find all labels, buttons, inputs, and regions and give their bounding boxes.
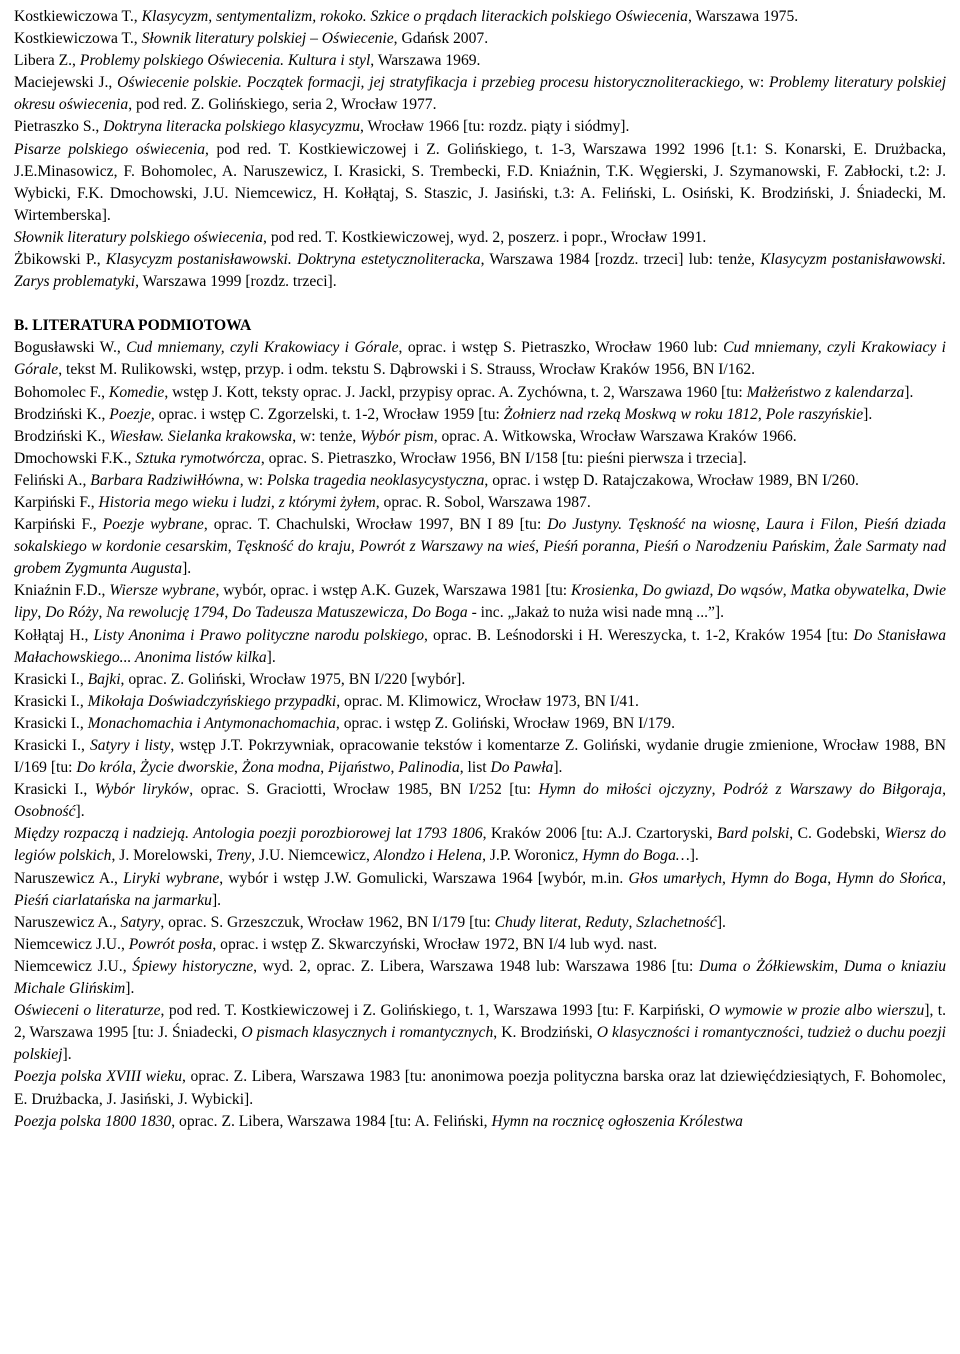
entry-title-text: Do Pawła xyxy=(490,759,554,777)
entry-title-text: Monachomachia i Antymonachomachia xyxy=(87,714,336,732)
entry-text: , xyxy=(132,759,141,777)
entry-title-text: O pismach klasycznych i romantycznych xyxy=(241,1024,494,1042)
entry-title-text: Sztuka rymotwórcza xyxy=(135,449,261,467)
entry-title-text: Mikołaja Doświadczyńskiego przypadki xyxy=(87,692,337,710)
entry-title-text: Na rewolucję 1794 xyxy=(106,604,225,622)
entry-title-text: Wybór liryków xyxy=(94,781,190,799)
entry-text: Krasicki I., xyxy=(14,737,90,754)
entry-text: , xyxy=(234,759,242,777)
entry-title-text: Żołnierz nad rzeką Moskwą w roku 1812 xyxy=(503,405,758,423)
entry-title-text: Poezje xyxy=(109,405,151,423)
entry-text: , oprac. Z. Libera, Warszawa 1983 [tu: anonimowa poezja polityczna barska oraz lat dziewięćdziesiątych, F. Bohomolec, E. Drużbacka, J. Jasiński, J. Wybicki]. xyxy=(14,1068,946,1108)
entry-title-text: Oświecenie polskie. Początek formacji, jej stratyfikacja i przebieg procesu historycznoliterackiego xyxy=(117,74,740,92)
entry-title-text: Pijaństwo xyxy=(328,759,391,777)
entry-text: , Gdańsk 2007. xyxy=(393,30,489,48)
entry-title-text: Bajki xyxy=(87,670,121,688)
entry-text: , xyxy=(224,604,233,622)
entry-title-text: Dwie lipy xyxy=(14,582,946,622)
bibliography-entry xyxy=(14,50,946,72)
entry-text: , xyxy=(98,604,107,622)
entry-title-text: Liryki wybrane xyxy=(123,869,220,887)
entry-title-text: Laura i Filon xyxy=(765,516,854,534)
entry-text: , pod red. Z. Golińskiego, seria 2, Wrocław 1977. xyxy=(128,96,437,114)
entry-title-text: Życie dworskie xyxy=(140,759,235,777)
bibliography-entry xyxy=(14,625,946,669)
entry-text: Karpiński F., xyxy=(14,516,103,534)
entry-text: , xyxy=(757,405,766,423)
entry-text: , wstęp J.T. Pokrzywniak, opracowanie tekstów i komentarze Z. Goliński, wydanie drugie zmienione, Wrocław 1988, BN I/169 [tu: xyxy=(14,737,946,777)
entry-text: , J. Morelowski, xyxy=(111,847,217,865)
entry-title-text: Do Tadeusza Matuszewicza xyxy=(232,604,405,622)
entry-title-text: Pieśń dziada sokalskiego w kordonie cesarskim xyxy=(14,516,947,556)
entry-text: , Kraków 2006 [tu: A.J. Czartoryski, xyxy=(482,825,718,843)
entry-title-text: Komedie xyxy=(108,383,165,401)
entry-text: , xyxy=(755,516,766,534)
entry-text: , pod red. T. Kostkiewiczowej i Z. Golińskiego, t. 1-3, Warszawa 1992 1996 [t.1: S. Konarski, E. Drużbacka, J.E.Minasowicz, F. Bohomolec, A. Naruszewicz, I. Krasicki, S. Trembecki, F.D. Kniaźnin, T.K. Węgierski, J. Szymanowski, F. Zabłocki, t.2: J. Wybicki, F.K. Dmochowski, J.U. Niemcewicz, H. Kołłątaj, S. Staszic, J. Jasiński, t.3: A. Feliński, L. Osiński, K. Brodziński, J. Śniadecki, M. Wirtemberska]. xyxy=(14,140,946,224)
entry-text: ]. xyxy=(182,560,192,578)
entry-text: , xyxy=(942,781,946,799)
bibliography-entry xyxy=(14,713,946,735)
entry-title-text: Alondzo i Helena xyxy=(373,847,483,865)
entry-text: , oprac. T. Chachulski, Wrocław 1997, BN I 89 [tu: xyxy=(203,516,548,534)
entry-title-text: Problemy literatury polskiej okresu oświecenia xyxy=(14,74,947,114)
entry-text: , list xyxy=(459,759,491,777)
entry-text: , xyxy=(711,781,723,799)
entry-title-text: Chudy literat xyxy=(494,913,578,931)
entry-text: , C. Godebski, xyxy=(789,825,885,843)
entry-text: , oprac. M. Klimowicz, Wrocław 1973, BN I/41. xyxy=(336,692,639,710)
entry-text: , xyxy=(635,538,644,556)
bibliography-entry xyxy=(14,139,946,227)
entry-text: Naruszewicz A., xyxy=(14,869,124,887)
entry-title-text: Bard polski xyxy=(717,825,790,843)
entry-title-text: Matka obywatelka xyxy=(790,582,906,600)
entry-text: Krasicki I., xyxy=(14,692,88,710)
entry-text: ], t. 2, Warszawa 1995 [tu: J. Śniadecki, xyxy=(14,1002,946,1042)
entry-text: ]. xyxy=(62,1046,72,1064)
entry-text: , oprac. S. Graciotti, Wrocław 1985, BN I/252 [tu: xyxy=(189,781,539,799)
entry-text: , xyxy=(37,604,46,622)
entry-text: Dmochowski F.K., xyxy=(14,449,136,467)
bibliography-entry xyxy=(14,116,946,138)
entry-text: , xyxy=(782,582,791,600)
bibliography-entry xyxy=(14,868,946,912)
entry-text: , xyxy=(227,538,237,556)
bibliography-entry xyxy=(14,1111,946,1133)
entry-title-text: Hymn do miłości ojczyzny xyxy=(538,781,712,799)
bibliography-entry xyxy=(14,934,946,956)
entry-text: ]. xyxy=(553,759,563,777)
entry-text: ]. xyxy=(266,648,276,666)
entry-title-text: Cud mniemany, czyli Krakowiacy i Górale xyxy=(14,339,947,379)
bibliography-entry xyxy=(14,912,946,934)
entry-text: , pod red. T. Kostkiewiczowej i Z. Golińskiego, t. 1, Warszawa 1993 [tu: F. Karpiński, xyxy=(160,1002,709,1020)
entry-text: , oprac. B. Leśnodorski i H. Wereszycka, t. 1-2, Kraków 1954 [tu: xyxy=(424,626,854,644)
entry-text: , K. Brodziński, xyxy=(493,1024,597,1042)
entry-text: , pod red. T. Kostkiewiczowej, wyd. 2, poszerz. i popr., Wrocław 1991. xyxy=(263,228,707,246)
entry-text: ]. xyxy=(863,405,873,423)
entry-title-text: Pieśń poranna xyxy=(543,538,636,556)
entry-title-text: Żona modna xyxy=(241,759,321,777)
entry-text: Niemcewicz J.U., xyxy=(14,935,129,953)
entry-title-text: Satyry i listy xyxy=(89,737,171,754)
entry-text: , oprac. i wstęp C. Zgorzelski, t. 1-2, Wrocław 1959 [tu: xyxy=(150,405,504,423)
entry-text: ]. xyxy=(904,383,914,401)
entry-text: Feliński A., xyxy=(14,471,91,489)
entry-title-text: Klasycyzm postanisławowski. Doktryna estetycznoliteracka xyxy=(105,251,481,269)
bibliography-entry xyxy=(14,956,946,1000)
entry-title-text: Poezje wybrane xyxy=(102,516,204,534)
entry-text: ]. xyxy=(75,803,85,821)
entry-text: , J.U. Niemcewicz, xyxy=(251,847,374,865)
entry-text: , w: xyxy=(239,471,268,489)
entry-text: , J.P. Woronicz, xyxy=(482,847,583,865)
bibliography-entry xyxy=(14,1000,946,1066)
entry-text: Kniaźnin F.D., xyxy=(14,582,110,600)
entry-title-text: Wybór pism xyxy=(360,427,434,445)
entry-text: , Warszawa 1999 [rozdz. trzeci]. xyxy=(135,273,337,291)
entry-title-text: O wymowie w prozie albo wierszu xyxy=(708,1002,925,1020)
entry-text: , xyxy=(320,759,329,777)
entry-text: ]. xyxy=(716,913,726,931)
entry-text: Krasicki I., xyxy=(14,714,88,732)
entry-text: Naruszewicz A., xyxy=(14,913,121,931)
entry-text: Krasicki I., xyxy=(14,781,95,799)
entry-text: Kostkiewiczowa T., xyxy=(14,8,142,25)
entry-text: , xyxy=(350,538,360,556)
entry-text: Bogusławski W., xyxy=(14,339,127,357)
entry-text: , oprac. i wstęp D. Ratajczakowa, Wrocław 1989, BN I/260. xyxy=(484,471,859,489)
entry-text: , xyxy=(577,913,586,931)
bibliography-entry xyxy=(14,448,946,470)
entry-title-text: Do Stanisława Małachowskiego... Anonima listów kilka xyxy=(14,626,946,666)
entry-title-text: Doktryna literacka polskiego klasycyzmu xyxy=(103,118,361,136)
bibliography-entry xyxy=(14,227,946,249)
entry-text: , xyxy=(709,582,718,600)
entry-text: , oprac. i wstęp S. Pietraszko, Wrocław 1960 lub: xyxy=(398,339,724,357)
entry-title-text: Historia mego wieku i ludzi, z którymi żyłem xyxy=(98,493,376,511)
bibliography-entry xyxy=(14,72,946,116)
bibliography-entry xyxy=(14,779,946,823)
entry-text: , oprac. Z. Libera, Warszawa 1984 [tu: A. Feliński, xyxy=(171,1112,492,1130)
entry-text: Brodziński K., xyxy=(14,405,110,423)
entry-text: Kołłątaj H., xyxy=(14,626,94,644)
entry-text: , Warszawa 1984 [rozdz. trzeci] lub: tenże, xyxy=(480,251,761,269)
entry-text: Kostkiewiczowa T., xyxy=(14,30,142,48)
entry-title-text: Do Boga xyxy=(411,604,468,622)
entry-title-text: Pole raszyńskie xyxy=(765,405,864,423)
entry-title-text: Wiesław. Sielanka krakowska xyxy=(109,427,293,445)
entry-text: , oprac. A. Witkowska, Wrocław Warszawa Kraków 1966. xyxy=(433,427,797,445)
entry-title-text: Do gwiazd xyxy=(642,582,710,600)
entry-title-text: Listy Anonima i Prawo polityczne narodu polskiego xyxy=(93,626,425,644)
entry-title-text: Osobność xyxy=(14,803,76,821)
entry-text: Pietraszko S., xyxy=(14,118,104,136)
entry-text: Krasicki I., xyxy=(14,670,88,688)
entry-title-text: Słownik literatury polskiej – Oświecenie xyxy=(141,30,394,48)
entry-title-text: Pisarze polskiego oświecenia xyxy=(14,140,206,158)
entry-title-text: Hymn do Boga… xyxy=(582,847,690,865)
entry-text: Brodziński K., xyxy=(14,427,110,445)
entry-title-text: Małżeństwo z kalendarza xyxy=(746,383,905,401)
entry-title-text: Palinodia xyxy=(398,759,460,777)
entry-title-text: Pieśń o Narodzeniu Pańskim xyxy=(643,538,826,556)
entry-title-text: Barbara Radziwiłłówna xyxy=(90,471,240,489)
entry-title-text: Duma o kniaziu Michale Glińskim xyxy=(14,957,947,998)
bibliography-entry xyxy=(14,580,946,624)
entry-title-text: Do Justyny. Tęskność na wiosnę xyxy=(547,516,756,534)
entry-text: Bohomolec F., xyxy=(14,383,109,401)
bibliography-entry xyxy=(14,691,946,713)
entry-text: , xyxy=(390,759,399,777)
entry-text: , xyxy=(905,582,914,600)
entry-title-text: Między rozpaczą i nadzieją. Antologia poezji porozbiorowej lat 1793 1806 xyxy=(14,825,483,843)
entry-title-text: Reduty xyxy=(585,913,629,931)
bibliography-entry xyxy=(14,735,946,779)
entry-text: , oprac. Z. Goliński, Wrocław 1975, BN I/220 [wybór]. xyxy=(120,670,466,688)
entry-text: , xyxy=(404,604,412,622)
entry-text: , Wrocław 1966 [tu: rozdz. piąty i siódmy]. xyxy=(360,118,630,136)
entry-title-text: Słownik literatury polskiego oświecenia xyxy=(14,228,264,246)
entry-text: , tekst M. Rulikowski, wstęp, przyp. i odm. tekstu S. Dąbrowski i S. Strauss, Wrocław Kraków 1956, BN I/162. xyxy=(58,361,756,379)
section-heading: B. LITERATURA PODMIOTOWA xyxy=(14,317,252,335)
bibliography-entry xyxy=(14,1066,946,1110)
entry-title-text: Do króla xyxy=(76,759,133,777)
entry-text: - inc. „Jakaż to nuża wisi nade mną ...”]. xyxy=(467,604,725,622)
entry-text: , oprac. i wstęp Z. Skwarczyński, Wrocław 1972, BN I/4 lub wyd. nast. xyxy=(212,935,658,953)
entry-title-text: Klasycyzm postanisławowski. Zarys problematyki xyxy=(14,251,947,291)
entry-text: ]. xyxy=(211,891,222,909)
entry-title-text: Do Róży xyxy=(45,604,99,622)
bibliography-entry xyxy=(14,249,946,293)
entry-title-text: Głos umarłych xyxy=(628,869,723,887)
entry-title-text: Satyry xyxy=(120,913,161,931)
entry-title-text: Pieśń ciarlatańska na jarmarku xyxy=(14,891,212,909)
entry-text: Karpiński F., xyxy=(14,493,99,511)
bibliography-entry xyxy=(14,514,946,580)
entry-title-text: Treny xyxy=(216,847,252,865)
entry-text: , xyxy=(827,869,837,887)
entry-title-text: Powrót posła xyxy=(128,935,213,953)
bibliography-section-primary xyxy=(14,337,946,1132)
entry-title-text: Powrót z Warszawy na wieś xyxy=(359,538,536,556)
entry-title-text: Hymn do Słońca xyxy=(836,869,943,887)
entry-title-text: Wiersze wybrane xyxy=(109,582,216,600)
bibliography-entry xyxy=(14,337,946,381)
entry-title-text: Cud mniemany, czyli Krakowiacy i Górale xyxy=(126,339,399,357)
entry-title-text: Problemy polskiego Oświecenia. Kultura i styl xyxy=(79,52,371,70)
entry-title-text: Hymn do Boga xyxy=(731,869,828,887)
entry-title-text: Poezja polska XVIII wieku xyxy=(14,1068,183,1086)
entry-text: ]. xyxy=(125,980,135,998)
entry-text: , xyxy=(634,582,643,600)
entry-text: , xyxy=(834,957,844,975)
entry-text: , oprac. S. Grzeszczuk, Wrocław 1962, BN I/179 [tu: xyxy=(160,913,495,931)
entry-title-text: Do wąsów xyxy=(717,582,783,600)
entry-text: , xyxy=(535,538,544,556)
entry-title-text: Duma o Żółkiewskim xyxy=(698,957,835,975)
entry-text: Żbikowski P., xyxy=(14,251,106,269)
entry-text: , wstęp J. Kott, teksty oprac. J. Jackl, przypisy oprac. A. Zychówna, t. 2, Warszawa 1960 [tu: xyxy=(164,383,747,401)
entry-text: , w: xyxy=(739,74,769,92)
entry-text: , xyxy=(628,913,637,931)
entry-text: , Warszawa 1975. xyxy=(687,8,799,25)
bibliography-entry xyxy=(14,28,946,50)
entry-text: , xyxy=(722,869,732,887)
entry-text: , oprac. i wstęp Z. Goliński, Wrocław 1969, BN I/179. xyxy=(335,714,675,732)
bibliography-entry xyxy=(14,426,946,448)
entry-title-text: Hymn na rocznicę ogłoszenia Królestwa xyxy=(491,1112,743,1130)
entry-text: , xyxy=(853,516,864,534)
entry-text: , oprac. R. Sobol, Warszawa 1987. xyxy=(375,493,591,511)
entry-title-text: Klasycyzm, sentymentalizm, rokoko. Szkice o prądach literackich polskiego Oświecenia xyxy=(141,8,688,25)
entry-text: , xyxy=(942,869,946,887)
entry-title-text: Krosienka xyxy=(571,582,635,600)
entry-text: , wyd. 2, oprac. Z. Libera, Warszawa 1948 lub: Warszawa 1986 [tu: xyxy=(253,957,699,975)
entry-text: ]. xyxy=(689,847,699,865)
bibliography-entry xyxy=(14,382,946,404)
bibliography-entry xyxy=(14,492,946,514)
entry-title-text: O klasyczności i romantyczności, tudzież o duchu poezji polskiej xyxy=(14,1024,947,1064)
entry-title-text: Oświeceni o literaturze xyxy=(14,1002,161,1020)
entry-text: , Warszawa 1969. xyxy=(370,52,481,70)
bibliography-entry xyxy=(14,404,946,426)
entry-text: , w: tenże, xyxy=(292,427,361,445)
entry-text: Niemcewicz J.U., xyxy=(14,957,133,975)
entry-title-text: Szlachetność xyxy=(636,913,717,931)
entry-title-text: Polska tragedia neoklasycystyczna xyxy=(267,471,485,489)
bibliography-section-secondary xyxy=(14,6,946,293)
entry-title-text: Śpiewy historyczne xyxy=(132,957,254,975)
entry-text: Libera Z., xyxy=(14,52,80,70)
entry-title-text: Poezja polska 1800 1830 xyxy=(14,1112,172,1130)
entry-title-text: Podróż z Warszawy do Biłgoraja xyxy=(722,781,943,799)
bibliography-entry xyxy=(14,669,946,691)
bibliography-entry xyxy=(14,6,946,28)
bibliography-entry xyxy=(14,470,946,492)
entry-title-text: Tęskność do kraju xyxy=(236,538,351,556)
entry-text: , oprac. S. Pietraszko, Wrocław 1956, BN I/158 [tu: pieśni pierwsza i trzecia]. xyxy=(260,449,747,467)
entry-text: , xyxy=(825,538,834,556)
entry-text: Maciejewski J., xyxy=(14,74,118,92)
bibliography-entry xyxy=(14,823,946,867)
entry-title-text: Wiersz do legiów polskich xyxy=(14,825,946,865)
entry-text: , wybór i wstęp J.W. Gomulicki, Warszawa 1964 [wybór, m.in. xyxy=(219,869,629,887)
entry-title-text: Żale Sarmaty nad grobem Zygmunta Augusta xyxy=(14,538,947,578)
entry-text: , wybór, oprac. i wstęp A.K. Guzek, Warszawa 1981 [tu: xyxy=(215,582,572,600)
